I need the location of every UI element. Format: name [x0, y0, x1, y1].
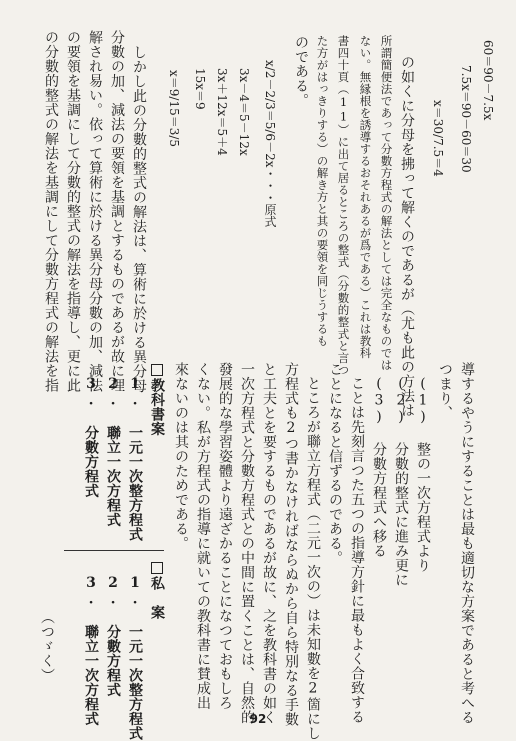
continued-note: （つゞく） — [39, 610, 55, 683]
list-item: (3) 分數方程式へ移る — [371, 376, 387, 558]
equation-line: 3x－4＝5－12x — [237, 68, 251, 156]
proposal-item: 3. 聯立一次方程式 — [83, 575, 99, 726]
text-column: の如くに分母を拂って解くのであるが（尤も此の方法は — [399, 55, 415, 418]
text-column: ところが聯立方程式（二元一次の）は未知數を2箇にし — [305, 376, 321, 741]
text-column: の分數的整式の解法を基調にして分數方程式の解法を指 — [43, 30, 59, 393]
text-column: のである。 — [293, 35, 309, 108]
text-column: ことは先刻言つた五つの指導方針に最もよく合致する — [349, 376, 365, 724]
list-item: (2) 分數的整式に進み更に — [393, 376, 409, 587]
proposal-header: 私 案 — [150, 560, 164, 620]
equation-line: 3x＋12x＝5＋4 — [215, 68, 229, 156]
text-column: 一次方程式と分數方程式との中間に置くことは、自然的 — [239, 362, 255, 725]
text-column: 來ないのは其のためである。 — [173, 362, 189, 551]
text-column: 書四十頁（11）に出て居るところの整式（分數的整式と言つ — [336, 35, 351, 376]
box-icon — [151, 562, 163, 574]
textbook-plan-header: 教科書案 — [150, 362, 164, 436]
equation-line: 7.5x＝90－60＝30 — [459, 65, 473, 173]
textbook-plan-item: 2. 聯立一次方程式 — [105, 376, 121, 527]
text-column: ことになると信ずるのである。 — [327, 362, 343, 565]
text-column: と工夫とを要するものであるが故に、之を教科書の如く — [261, 362, 277, 725]
text-column: つまり、 — [437, 362, 453, 420]
textbook-plan-item: 1. 一元一次整方程式 — [127, 376, 143, 542]
proposal-item: 1. 一元一次整方程式 — [127, 575, 143, 741]
text-column: くない。私が方程式の指導に就いての教科書に賛成出 — [195, 362, 211, 710]
equation-line: x＝30/7.5＝4 — [431, 100, 445, 177]
text-column: 發展的な學習姿體より遠ざかることになつておもしろ — [217, 362, 233, 710]
divider — [64, 550, 164, 551]
proposal-item: 2. 分數方程式 — [105, 575, 121, 697]
text-column: 導するやうにすることは最も適切な方案であると考へる — [459, 362, 475, 725]
equation-line: x/2－2/3＝5/6－2x・・・原式 — [263, 60, 277, 228]
equation-line: 60＝90－7.5x — [481, 40, 495, 121]
page-number: 92 — [249, 712, 267, 726]
text-column: しかし此の分數的整式の解法は、算術に於ける異分母 — [131, 45, 147, 393]
text-column: の要領を基調にして分數的整式の解法を指導し、更に此 — [65, 30, 81, 393]
box-icon — [151, 364, 163, 376]
equation-line: 15x＝9 — [193, 68, 207, 110]
text-column: 所謂簡便法であって分數方程式の解法としては完全なものでは — [379, 35, 394, 371]
textbook-plan-item: 3. 分數方程式 — [83, 376, 99, 498]
text-column: た方がはっきりする）の解き方と其の要領を同じうするも — [315, 35, 330, 347]
text-column: 方程式も2つ書かなければならぬから自ら特別なる手數 — [283, 362, 299, 727]
equation-line: x＝9/15＝3/5 — [167, 70, 181, 148]
text-column: ない。無縁根を誘導するおそれあるが爲である）これは教科 — [358, 35, 373, 359]
text-column: 分數の加、減法の要領を基調とするものであるが故に理 — [109, 30, 125, 393]
list-item: (1) 整の一次方程式より — [415, 376, 431, 573]
text-column: 解され易い。依って算術に於ける異分母分數の加、減法 — [87, 30, 103, 393]
